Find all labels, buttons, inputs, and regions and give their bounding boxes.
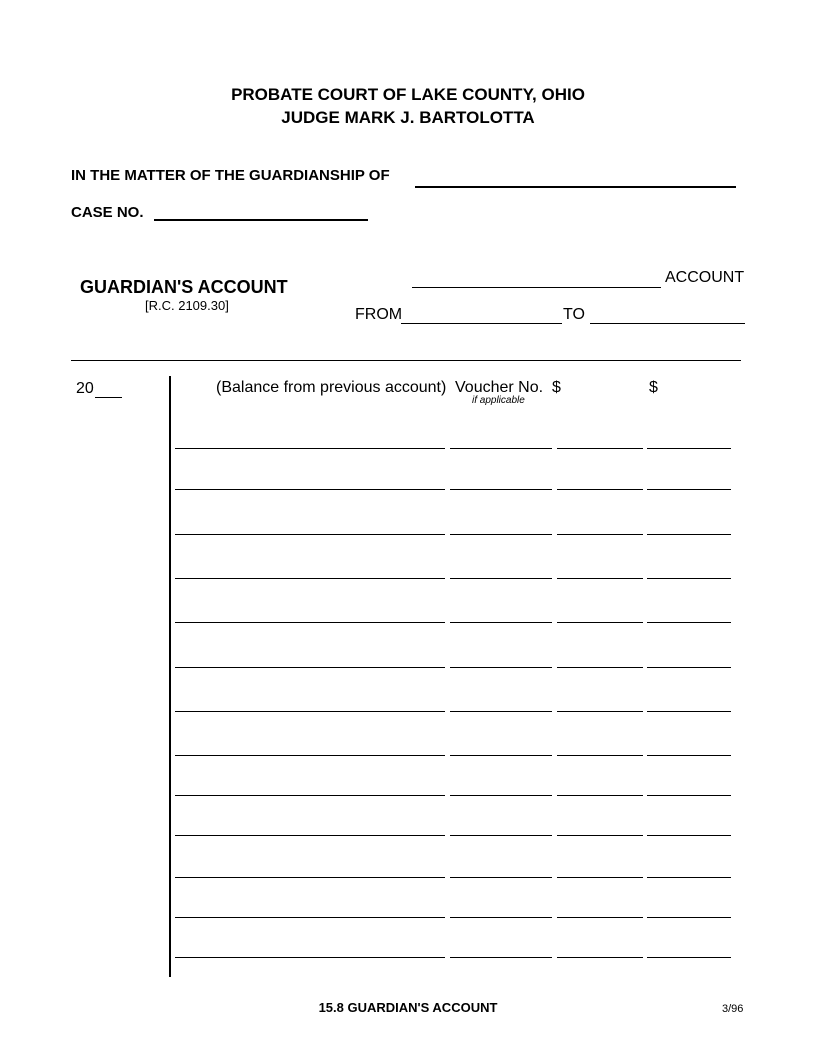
dollar-sign-column-2: $ xyxy=(649,379,658,396)
voucher-label: Voucher No. xyxy=(455,379,544,396)
account-title: GUARDIAN'S ACCOUNT xyxy=(80,277,288,297)
row-description-field[interactable] xyxy=(175,900,445,918)
row-voucher-field[interactable] xyxy=(450,818,552,836)
row-amount1-field[interactable] xyxy=(557,738,643,756)
case-number-field[interactable] xyxy=(154,202,368,221)
row-amount2-field[interactable] xyxy=(647,738,731,756)
row-amount1-field[interactable] xyxy=(557,818,643,836)
balance-label: (Balance from previous account) xyxy=(216,379,447,396)
row-description-field[interactable] xyxy=(175,650,445,668)
row-voucher-field[interactable] xyxy=(450,561,552,579)
row-description-field[interactable] xyxy=(175,738,445,756)
row-amount2-field[interactable] xyxy=(647,900,731,918)
revision-date: 3/96 xyxy=(722,1003,744,1015)
row-amount2-field[interactable] xyxy=(647,818,731,836)
dollar-sign-column-1: $ xyxy=(552,379,561,396)
row-amount1-field[interactable] xyxy=(557,650,643,668)
row-description-field[interactable] xyxy=(175,605,445,623)
footer-form-title: 15.8 GUARDIAN'S ACCOUNT xyxy=(318,1000,498,1015)
row-amount1-field[interactable] xyxy=(557,778,643,796)
voucher-note: if applicable xyxy=(472,395,525,406)
row-amount2-field[interactable] xyxy=(647,561,731,579)
row-voucher-field[interactable] xyxy=(450,940,552,958)
row-voucher-field[interactable] xyxy=(450,860,552,878)
row-description-field[interactable] xyxy=(175,431,445,449)
statute-reference: [R.C. 2109.30] xyxy=(145,298,229,313)
judge-name: JUDGE MARK J. BARTOLOTTA xyxy=(281,108,535,127)
row-amount2-field[interactable] xyxy=(647,860,731,878)
row-amount1-field[interactable] xyxy=(557,472,643,490)
row-amount1-field[interactable] xyxy=(557,431,643,449)
row-amount2-field[interactable] xyxy=(647,605,731,623)
row-voucher-field[interactable] xyxy=(450,778,552,796)
row-voucher-field[interactable] xyxy=(450,472,552,490)
ledger-vertical-rule xyxy=(169,376,171,977)
row-voucher-field[interactable] xyxy=(450,431,552,449)
row-amount1-field[interactable] xyxy=(557,900,643,918)
row-description-field[interactable] xyxy=(175,778,445,796)
guardianship-label: IN THE MATTER OF THE GUARDIANSHIP OF xyxy=(71,167,390,184)
row-amount1-field[interactable] xyxy=(557,940,643,958)
row-description-field[interactable] xyxy=(175,517,445,535)
row-amount2-field[interactable] xyxy=(647,472,731,490)
case-number-label: CASE NO. xyxy=(71,204,144,221)
year-field[interactable] xyxy=(95,380,122,398)
row-description-field[interactable] xyxy=(175,561,445,579)
row-voucher-field[interactable] xyxy=(450,650,552,668)
row-amount2-field[interactable] xyxy=(647,694,731,712)
row-description-field[interactable] xyxy=(175,940,445,958)
year-prefix: 20 xyxy=(76,380,94,397)
row-amount1-field[interactable] xyxy=(557,517,643,535)
row-description-field[interactable] xyxy=(175,472,445,490)
row-amount1-field[interactable] xyxy=(557,694,643,712)
row-amount2-field[interactable] xyxy=(647,517,731,535)
row-amount1-field[interactable] xyxy=(557,860,643,878)
from-label: FROM xyxy=(355,306,403,323)
account-label: ACCOUNT xyxy=(665,269,745,286)
row-amount2-field[interactable] xyxy=(647,778,731,796)
row-voucher-field[interactable] xyxy=(450,738,552,756)
from-date-field[interactable] xyxy=(401,306,562,324)
row-voucher-field[interactable] xyxy=(450,694,552,712)
row-amount1-field[interactable] xyxy=(557,605,643,623)
row-voucher-field[interactable] xyxy=(450,900,552,918)
row-amount2-field[interactable] xyxy=(647,650,731,668)
row-amount1-field[interactable] xyxy=(557,561,643,579)
row-description-field[interactable] xyxy=(175,818,445,836)
row-voucher-field[interactable] xyxy=(450,605,552,623)
row-amount2-field[interactable] xyxy=(647,431,731,449)
row-voucher-field[interactable] xyxy=(450,517,552,535)
row-description-field[interactable] xyxy=(175,694,445,712)
ward-name-field[interactable] xyxy=(415,168,736,188)
to-date-field[interactable] xyxy=(590,306,745,324)
section-divider xyxy=(71,360,741,361)
to-label: TO xyxy=(563,306,585,323)
court-title: PROBATE COURT OF LAKE COUNTY, OHIO xyxy=(231,85,585,104)
account-type-field[interactable] xyxy=(412,270,661,288)
row-amount2-field[interactable] xyxy=(647,940,731,958)
row-description-field[interactable] xyxy=(175,860,445,878)
